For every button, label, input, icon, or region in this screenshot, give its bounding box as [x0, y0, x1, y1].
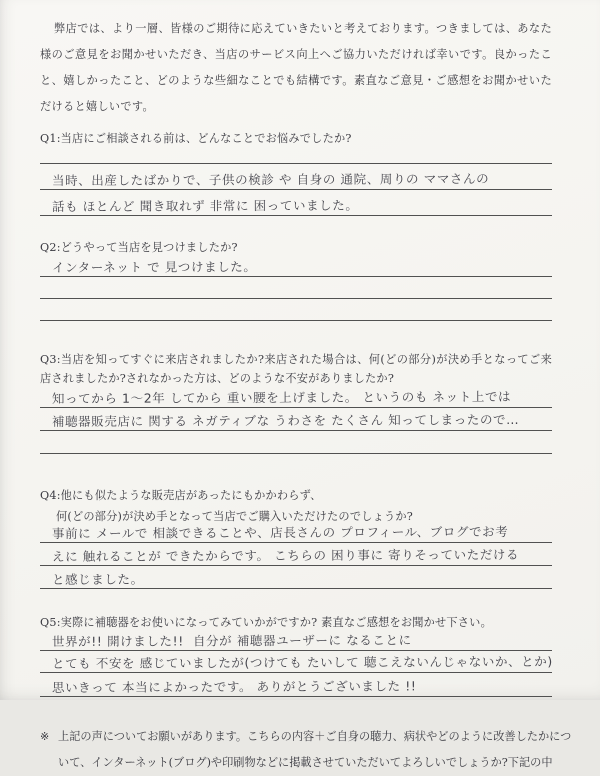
question-block-q4 — [40, 486, 552, 589]
footnote-text — [58, 724, 571, 776]
handwritten-answer-text: インターネット で 見つけました。 — [51, 259, 257, 275]
answer-line — [40, 259, 552, 277]
intro-paragraph: 弊店では、より一層、皆様のご期待に応えていきたいと考えております。つきましては、あなた様のご意見をお聞かせいただき、当店のサービス向上へご協力いただければ幸いです。良かったこと、嬉しかったこと、どのような些細なことでも結構です。素直なご意見・ご感想をお聞かせいただけると嬉しいです。 — [40, 22, 552, 113]
answer-line — [40, 150, 552, 164]
handwritten-answer-text: 事前に メールで 相談できることや、店長さんの プロフィール、ブログでお考 — [51, 524, 509, 541]
question-block-q5 — [40, 613, 552, 697]
question-label-q1: Q1:当店にご相談される前は、どんなことでお悩みでしたか? — [40, 132, 352, 145]
handwritten-answer-text: 話も ほとんど 聞き取れず 非常に 困っていました。 — [51, 197, 359, 214]
question-label-q4-line2: 何(どの部分)が決め手となって当店でご購入いただけたのでしょうか? — [56, 510, 413, 523]
reference-mark: ※ — [40, 730, 50, 743]
answer-line — [40, 566, 552, 589]
footnote-line-1: 上記の声についてお願いがあります。こちらの内容＋ご自身の聴力、病状やどのように改善したかにつ — [58, 730, 572, 743]
handwritten-answer-text: 当時、出産したばかりで、子供の検診 や 自身の 通院、周りの ママさんの — [51, 171, 490, 188]
answer-line — [40, 524, 552, 543]
handwritten-answer-text: とても 不安を 感じていましたが(つけても たいして 聴こえないんじゃないか、とか) — [51, 653, 553, 671]
footnote — [40, 724, 572, 776]
question-block-q3 — [40, 350, 552, 454]
handwritten-answer-text: 思いきって 本当によかったです。 ありがとうございました !! — [51, 678, 417, 695]
answer-line — [40, 390, 552, 408]
handwritten-answer-text: 補聴器販売店に 関する ネガティブな うわさを たくさん 知ってしまったので… — [51, 411, 520, 429]
question-label-q3: Q3:当店を知ってすぐに来店されましたか?来店された場合は、何(どの部分)が決め手となってご来店されましたか?されなかった方は、どのような不安がありましたか? — [40, 353, 552, 385]
question-block-q1 — [40, 129, 552, 216]
answer-line — [40, 543, 552, 566]
answer-line — [40, 651, 552, 673]
handwritten-answer-text: と感じました。 — [51, 571, 144, 587]
handwritten-answer-text: 世界が!! 開けました!! 自分が 補聴器ユーザーに なることに — [51, 632, 412, 649]
handwritten-answer-text: 知ってから 1〜2年 してから 重い腰を上げました。 というのも ネット上では — [51, 388, 512, 406]
question-label-q5: Q5:実際に補聴器をお使いになってみていかがですか? 素直なご感想をお聞かせ下さい。 — [40, 616, 492, 629]
footnote-line-2: いて、インターネット(ブログ)や印刷物などに掲載させていただいてよろしいでしょうか?下記の中 — [58, 756, 553, 769]
handwritten-answer-text: えに 触れることが できたからです。 こちらの 困り事に 寄りそっていただける — [51, 546, 520, 564]
answer-line — [40, 190, 552, 216]
answer-line — [40, 408, 552, 431]
question-block-q2 — [40, 238, 552, 321]
question-label-q4-line1: Q4:他にも似たような販売店があったにもかかわらず、 — [40, 489, 322, 502]
answer-line — [40, 164, 552, 190]
answer-line — [40, 431, 552, 454]
question-label-q2: Q2:どうやって当店を見つけましたか? — [40, 241, 238, 254]
answer-line — [40, 299, 552, 321]
answer-line — [40, 277, 552, 299]
answer-line — [40, 673, 552, 697]
answer-line — [40, 634, 552, 651]
